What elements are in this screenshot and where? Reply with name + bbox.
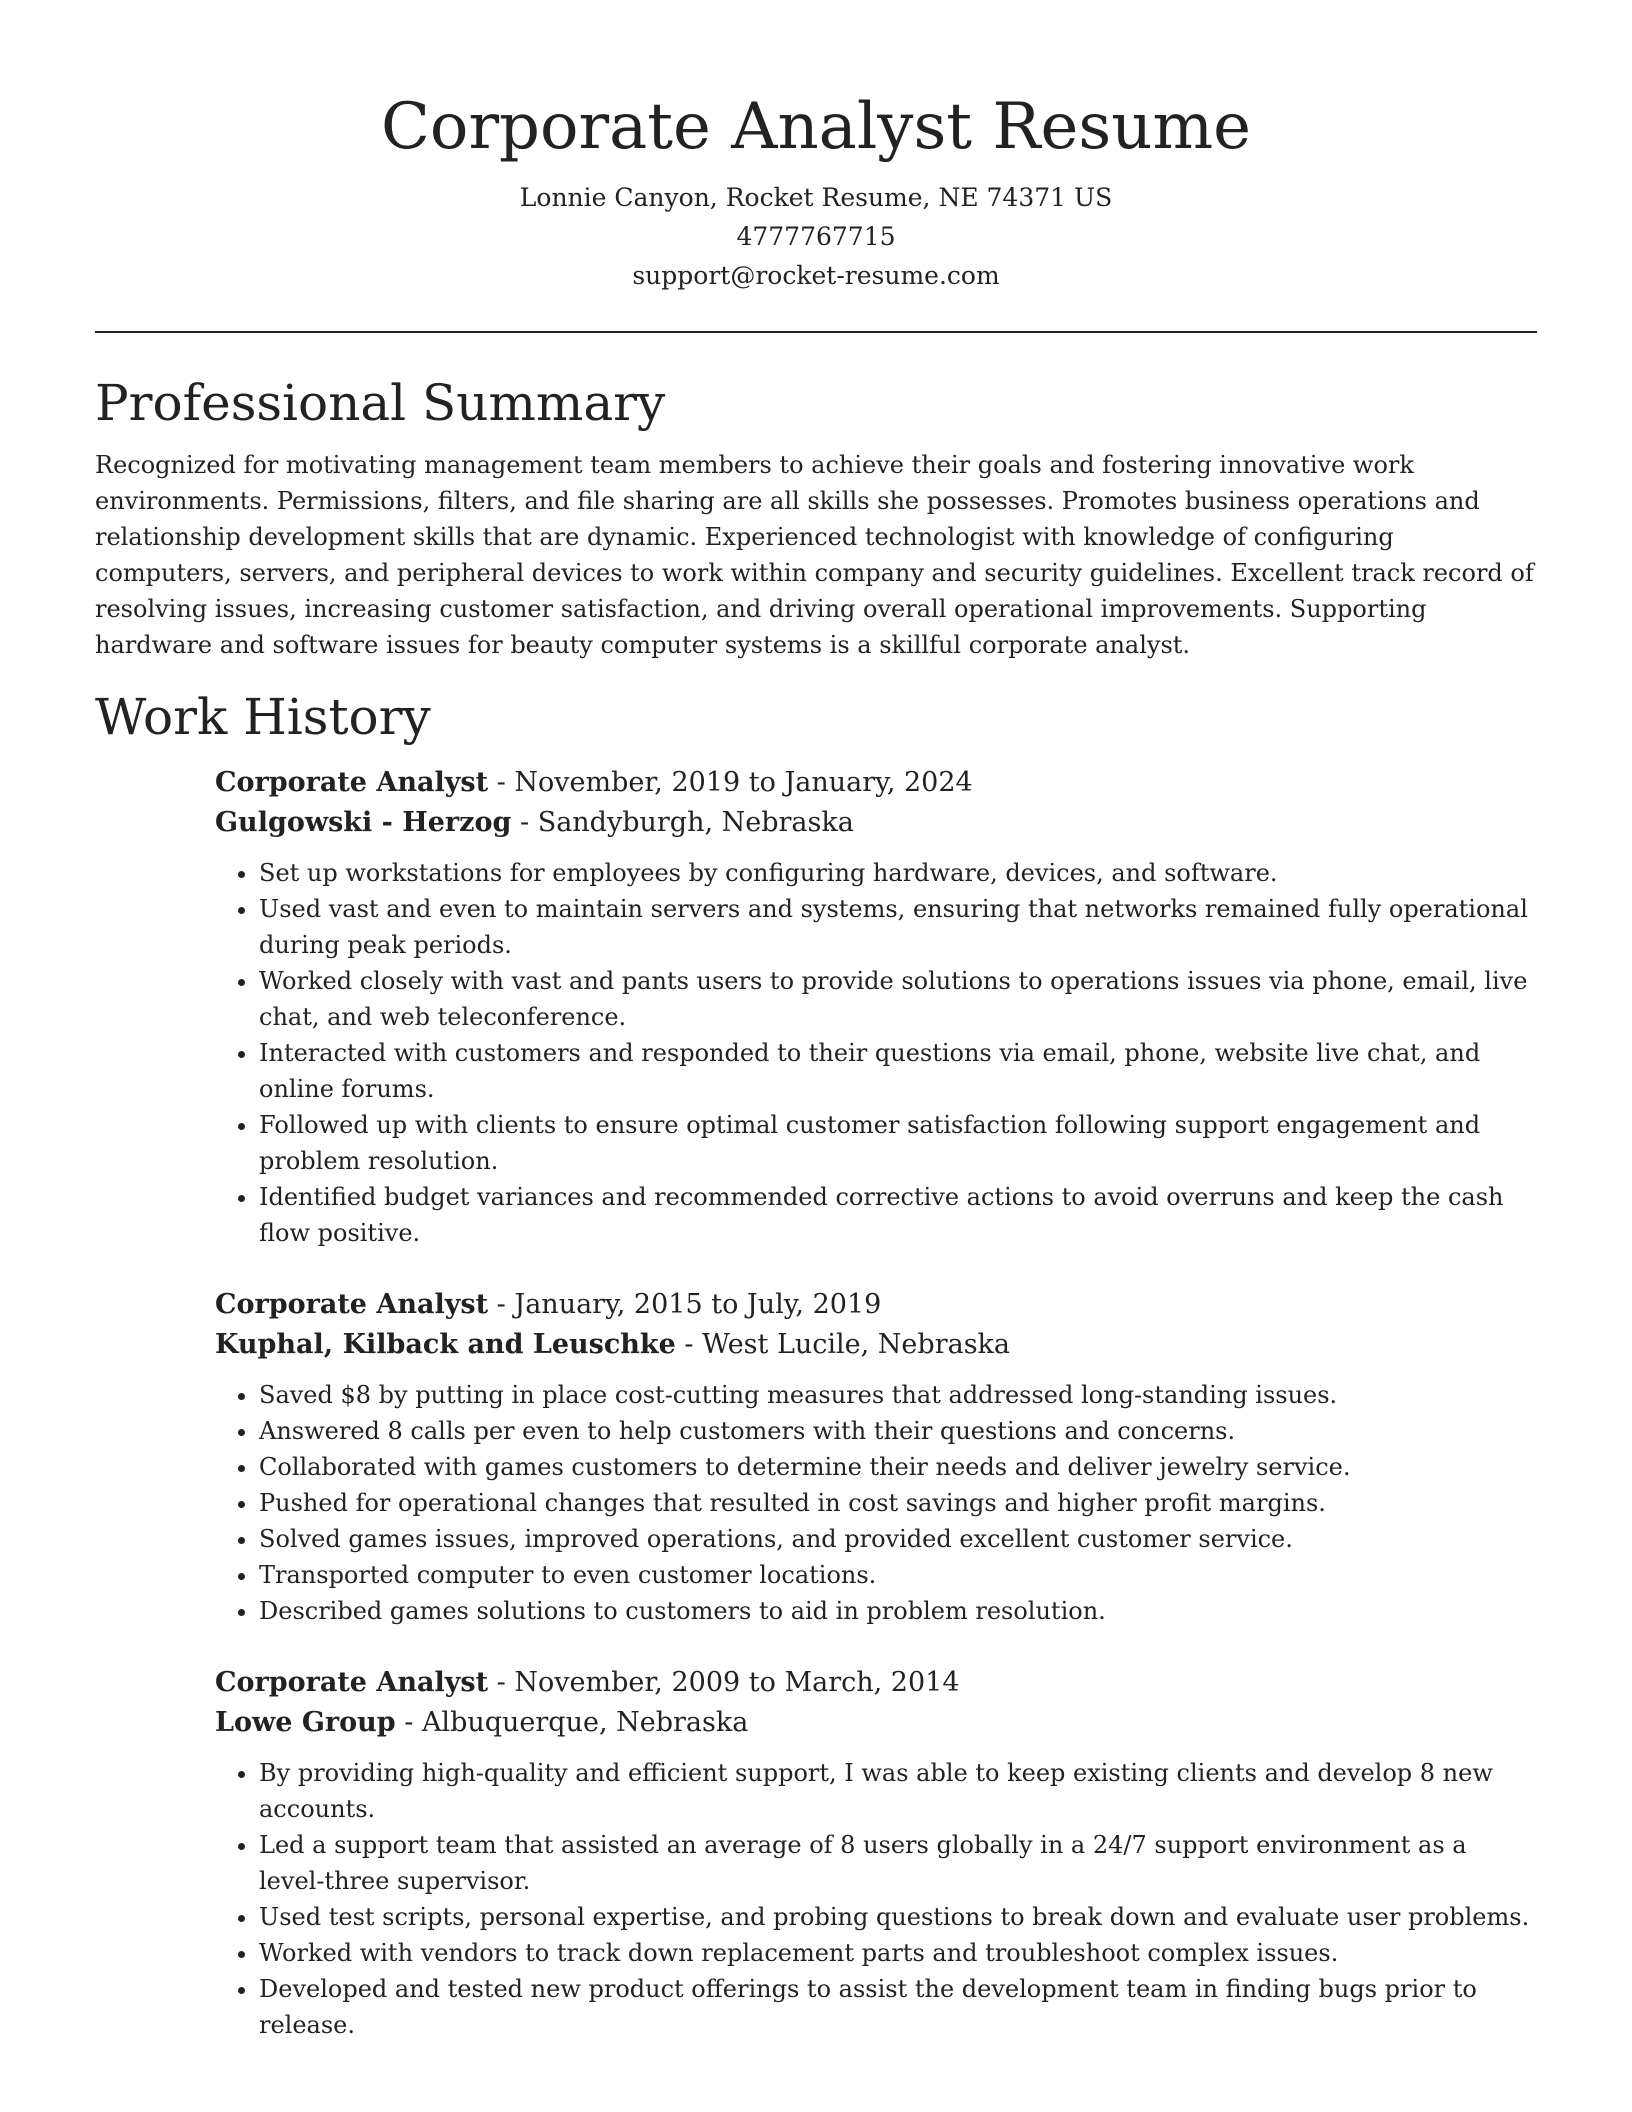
- work-history-list: [215, 763, 1537, 2043]
- job-dates: November, 2019 to January, 2024: [514, 767, 973, 798]
- job-bullet: • By providing high-quality and efficient support, I was able to keep existing clients and develop 8 new accounts.: [259, 1755, 1537, 1827]
- job-bullet: • Answered 8 calls per even to help customers with their questions and concerns.: [259, 1413, 1537, 1449]
- title-separator: -: [496, 1667, 515, 1698]
- job-bullet: • Developed and tested new product offerings to assist the development team in finding bugs prior to release.: [259, 1971, 1537, 2043]
- job-location: Sandyburgh, Nebraska: [537, 807, 854, 838]
- work-history-heading: Work History: [95, 688, 431, 746]
- job-bullet: • Solved games issues, improved operations, and provided excellent customer service.: [259, 1521, 1537, 1557]
- job-entry: [215, 1285, 1537, 1629]
- job-bullet: • Worked closely with vast and pants users to provide solutions to operations issues via phone, email, live chat, and web teleconference.: [259, 963, 1537, 1035]
- job-bullet: • Led a support team that assisted an average of 8 users globally in a 24/7 support environment as a level-three supervisor.: [259, 1827, 1537, 1899]
- job-title-line: [215, 1285, 1537, 1325]
- job-entry: [215, 763, 1537, 1251]
- job-dates: November, 2009 to March, 2014: [514, 1667, 960, 1698]
- resume-header: [95, 0, 1537, 295]
- job-company: Lowe Group: [215, 1707, 396, 1738]
- job-company-line: [215, 1325, 1537, 1365]
- company-separator: -: [519, 807, 538, 838]
- job-bullet: • Identified budget variances and recommended corrective actions to avoid overruns and keep the cash flow positive.: [259, 1179, 1537, 1251]
- job-title: Corporate Analyst: [215, 1667, 489, 1698]
- job-title: Corporate Analyst: [215, 1289, 489, 1320]
- job-bullet: • Collaborated with games customers to determine their needs and deliver jewelry service.: [259, 1449, 1537, 1485]
- summary-text: Recognized for motivating management team members to achieve their goals and fostering innovative work environments. Permissions, filters, and file sharing are all skills she possesses. Promotes business operations and relationship development skills that are dynamic. Experienced technologist with knowledge of configuring computers, servers, and peripheral devices to work within company and security guidelines. Excellent track record of resolving issues, increasing customer satisfaction, and driving overall operational improvements. Supporting hardware and software issues for beauty computer systems is a skillful corporate analyst.: [95, 451, 1534, 659]
- job-bullet: • Interacted with customers and responded to their questions via email, phone, website live chat, and online forums.: [259, 1035, 1537, 1107]
- job-company-line: [215, 803, 1537, 843]
- contact-info: [95, 178, 1537, 295]
- job-location: West Lucile, Nebraska: [702, 1329, 1011, 1360]
- company-separator: -: [404, 1707, 422, 1738]
- job-bullet: • Saved $8 by putting in place cost-cutting measures that addressed long-standing issues.: [259, 1377, 1537, 1413]
- job-dates: January, 2015 to July, 2019: [514, 1289, 882, 1320]
- job-title: Corporate Analyst: [215, 767, 489, 798]
- job-bullet: • Transported computer to even customer locations.: [259, 1557, 1537, 1593]
- job-title-line: [215, 763, 1537, 803]
- job-bullet: • Followed up with clients to ensure optimal customer satisfaction following support engagement and problem resolution.: [259, 1107, 1537, 1179]
- resume-title: Corporate Analyst Resume: [380, 90, 1252, 164]
- contact-phone: 4777767715: [736, 222, 896, 251]
- job-location: Albuquerque, Nebraska: [421, 1707, 749, 1738]
- company-separator: -: [684, 1329, 703, 1360]
- title-separator: -: [496, 1289, 515, 1320]
- contact-email: support@rocket-resume.com: [632, 261, 1000, 290]
- job-bullet: • Worked with vendors to track down replacement parts and troubleshoot complex issues.: [259, 1935, 1537, 1971]
- job-company-line: [215, 1703, 1537, 1743]
- job-bullets: [215, 1377, 1537, 1629]
- job-bullets: [215, 1755, 1537, 2043]
- header-divider: [95, 331, 1537, 333]
- title-separator: -: [496, 767, 515, 798]
- contact-address: Lonnie Canyon, Rocket Resume, NE 74371 US: [519, 183, 1113, 212]
- job-bullet: • Used vast and even to maintain servers and systems, ensuring that networks remained fully operational during peak periods.: [259, 891, 1537, 963]
- job-bullet: • Used test scripts, personal expertise, and probing questions to break down and evaluate user problems.: [259, 1899, 1537, 1935]
- job-entry: [215, 1663, 1537, 2043]
- job-bullet: • Set up workstations for employees by configuring hardware, devices, and software.: [259, 855, 1537, 891]
- summary-heading: Professional Summary: [95, 374, 666, 432]
- job-bullet: • Pushed for operational changes that resulted in cost savings and higher profit margins.: [259, 1485, 1537, 1521]
- job-bullets: [215, 855, 1537, 1251]
- job-company: Kuphal, Kilback and Leuschke: [215, 1329, 676, 1360]
- job-bullet: • Described games solutions to customers to aid in problem resolution.: [259, 1593, 1537, 1629]
- job-title-line: [215, 1663, 1537, 1703]
- job-company: Gulgowski - Herzog: [215, 807, 512, 838]
